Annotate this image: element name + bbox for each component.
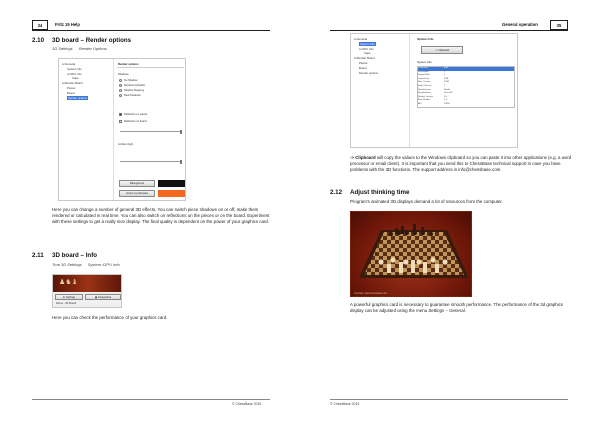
options-info-title: Options Info <box>417 37 434 41</box>
radio-selected-icon <box>119 84 122 87</box>
slider-knob[interactable] <box>180 130 182 134</box>
tree-item-selected[interactable]: System Info <box>360 41 375 46</box>
tree-item[interactable]: Board <box>67 90 75 95</box>
coordinates-color-swatch[interactable] <box>158 190 185 197</box>
panel-divider <box>409 34 410 148</box>
page-number-left: 34 <box>32 20 48 30</box>
info-screenshot <box>52 274 122 308</box>
table-row[interactable]: Description 1 <box>418 70 446 73</box>
footer-left: © ChessBase 2015 <box>232 402 262 406</box>
table-row[interactable]: Max. Texture 2048 <box>418 81 449 84</box>
tree-item[interactable]: ⊟ Render Board <box>354 56 375 61</box>
tree-item[interactable]: Pieces <box>67 85 76 90</box>
gear-icon: ⚙ <box>62 295 66 299</box>
system-info-table <box>417 66 515 108</box>
tree-item[interactable]: ⊟ GPU Info <box>67 71 82 76</box>
tree-item[interactable]: ⊟ Render Board <box>62 81 83 86</box>
tree-item[interactable]: Caps <box>72 76 79 81</box>
radio-icon <box>119 89 122 92</box>
shadows-label: Shadows <box>118 73 129 76</box>
header-rule-right <box>330 30 568 31</box>
ambient-light-slider[interactable] <box>120 161 182 162</box>
background-color-swatch[interactable] <box>158 180 185 187</box>
radio-rendered-shadow[interactable]: Rendered shadow <box>119 84 145 87</box>
checkbox-icon <box>119 120 122 123</box>
check-reflection-pieces[interactable]: Reflection on pieces <box>119 113 147 116</box>
page-number-right: 35 <box>550 20 568 30</box>
background-button[interactable]: Background <box>119 180 155 187</box>
table-row[interactable]: Renderdriver Direct3D <box>418 92 453 95</box>
table-row[interactable]: Shader Version 3.0 <box>418 95 448 98</box>
table-row[interactable]: Mode Version 2 <box>418 84 446 87</box>
table-row[interactable]: API D3D9 <box>418 102 450 105</box>
header-title-right: General operation <box>502 22 538 27</box>
tree-item[interactable]: Render options <box>359 70 378 75</box>
tree-item-selected[interactable]: Render options <box>68 95 87 100</box>
section-2-10-paragraph: Here you can change a number of general 3D effects. You can switch piece shadows on or off, make them rendered or calculated in real time. You can also switch on reflections on the pieces or on the board. Experiment with these settings to get a really nice display. The final quality is dependent on the power of your graphics card. <box>52 207 270 224</box>
colour-coordinates-button[interactable]: Colour Coordinates <box>119 190 155 197</box>
check-reflection-board[interactable]: Reflection on board <box>119 120 147 123</box>
section-2-10-title: 2.10 3D board – Render options <box>32 37 132 44</box>
panel-title-rule <box>117 67 184 68</box>
section-2-12-paragraph: A powerful graphics card is necessary to guarantee smooth performance. The performance of the 3d graphics display can be adjusted using the menu Settings – General. <box>350 302 563 313</box>
clipboard-paragraph: -> Clipboard will copy the values to the Windows clipboard so you can paste it into other applications (e.g. a word processor or email client). It is important that you send this to ChessBase technical support in case you have problems with the 3D functions. The support address is info@chessbase.com. <box>350 155 572 172</box>
section-2-12-title: 2.12 Adjust thinking time <box>330 189 410 196</box>
footer-rule-left <box>32 399 270 400</box>
screenshot-button[interactable]: ▣ Screenshot <box>85 294 121 300</box>
options-tree <box>354 37 378 75</box>
section-2-11-paragraph: Here you can check the performance of your graphics card. <box>52 315 168 320</box>
checkbox-checked-icon <box>119 113 122 116</box>
radio-real-shadows[interactable]: Real Shadows <box>119 94 141 97</box>
tree-item[interactable]: ⊟ GPU Info <box>359 46 374 51</box>
tree-item[interactable]: ⊟ General <box>62 62 76 66</box>
chessboard-3d-screenshot <box>350 211 472 297</box>
preview-pieces: ♟♞♝ <box>59 279 78 286</box>
ambient-light-label: Ambient light <box>118 143 133 146</box>
screenshot-caption: Courtesy: www.chessbase.com <box>354 292 388 295</box>
render-panel-title: Render options <box>118 62 139 66</box>
radio-icon <box>119 79 122 82</box>
footer-right: © ChessBase 2015 <box>330 402 360 406</box>
system-info-screenshot <box>350 33 518 148</box>
system-info-list-title: System Info <box>417 60 432 64</box>
radio-no-shadow[interactable]: No Shadow <box>119 79 137 82</box>
tree-item[interactable]: System Info <box>67 66 82 71</box>
table-row[interactable]: Best Shader 3.0 <box>418 99 448 102</box>
tree-item[interactable]: Caps <box>364 51 371 56</box>
tree-item[interactable]: Pieces <box>359 60 368 65</box>
camera-icon: ▣ <box>94 295 98 299</box>
table-row[interactable]: Engine MHz 3 <box>418 74 446 77</box>
section-2-11-title: 2.11 3D board – Info <box>32 252 98 259</box>
settings-button[interactable]: ⚙ Settings <box>55 294 83 300</box>
tree-item[interactable]: ⊟ General <box>354 37 368 41</box>
section-2-11-path: True 3D Settings System /GPU Info <box>52 262 120 267</box>
table-row[interactable]: Manufacturer Nvidia <box>418 88 451 91</box>
section-2-12-intro: Program's animated 3D displays demand a lot of resources from the computer. <box>350 199 503 204</box>
table-row[interactable]: Logical ram 3GB <box>418 77 449 80</box>
radio-icon <box>119 94 122 97</box>
tree-item[interactable]: Board <box>359 65 367 70</box>
table-row-selected[interactable]: Processor Intel <box>418 67 514 71</box>
section-2-10-path: 3D Settings Render Options <box>52 46 107 51</box>
panel-divider <box>113 59 114 201</box>
render-options-screenshot <box>58 58 186 201</box>
header-title-left: Fritz 15 Help <box>55 22 80 27</box>
chessboard-3d-svg <box>351 212 472 297</box>
slider-knob[interactable] <box>180 160 182 164</box>
footer-rule-right <box>330 399 568 400</box>
reflection-slider[interactable] <box>120 131 182 132</box>
info-status-text: Demo - 3D Board <box>56 302 77 305</box>
radio-shadow-mapping[interactable]: Shadow Mapping <box>119 89 144 92</box>
clipboard-button[interactable]: -> Clipboard <box>421 46 463 54</box>
options-tree <box>62 62 88 100</box>
header-rule-left <box>32 30 270 31</box>
